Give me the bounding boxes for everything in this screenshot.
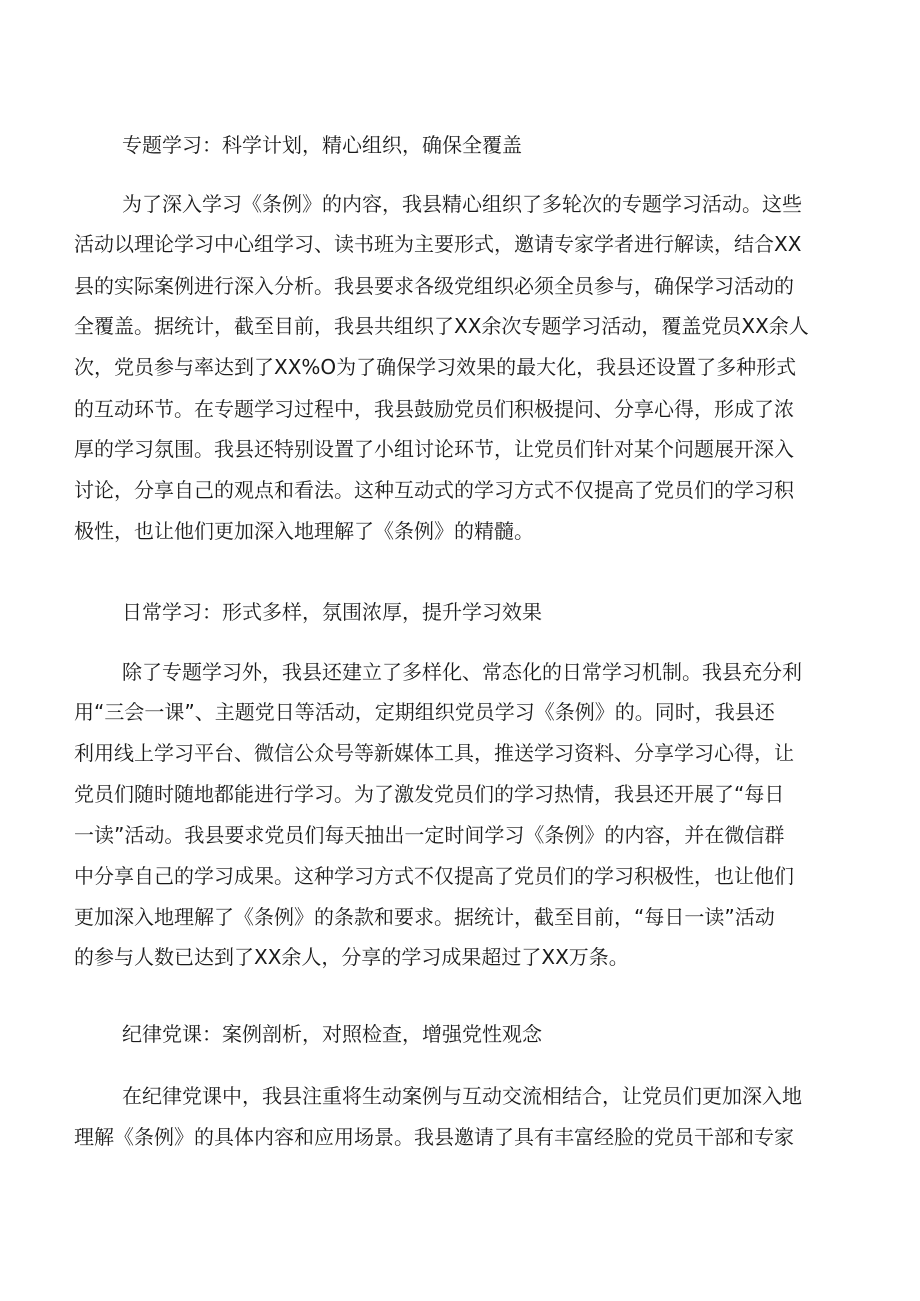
section-heading: 日常学习：形式多样，氛围浓厚，提升学习效果 xyxy=(122,600,542,624)
paragraph-line: 除了专题学习外，我县还建立了多样化、常态化的日常学习机制。我县充分利 xyxy=(122,660,802,684)
paragraph-line: 活动以理论学习中心组学习、读书班为主要形式，邀请专家学者进行解读，结合XX xyxy=(74,232,802,256)
paragraph-line: 一读”活动。我县要求党员们每天抽出一定时间学习《条例》的内容，并在微信群 xyxy=(74,823,785,847)
paragraph-line: 极性，也让他们更加深入地理解了《条例》的精髓。 xyxy=(74,519,534,543)
paragraph-line: 更加深入地理解了《条例》的条款和要求。据统计，截至目前，“每日一读”活动 xyxy=(74,905,775,929)
paragraph-line: 县的实际案例进行深入分析。我县要求各级党组织必须全员参与，确保学习活动的 xyxy=(74,274,794,298)
paragraph-line: 为了深入学习《条例》的内容，我县精心组织了多轮次的专题学习活动。这些 xyxy=(122,192,802,216)
paragraph-line: 用“三会一课”、主题党日等活动，定期组织党员学习《条例》的。同时，我县还 xyxy=(74,700,775,724)
paragraph-line: 在纪律党课中，我县注重将生动案例与互动交流相结合，让党员们更加深入地 xyxy=(122,1084,802,1108)
section-heading: 纪律党课：案例剖析，对照检查，增强党性观念 xyxy=(122,1022,542,1046)
paragraph-line: 厚的学习氛围。我县还特别设置了小组讨论环节，让党员们针对某个问题展开深入 xyxy=(74,437,794,461)
paragraph-line: 讨论，分享自己的观点和看法。这种互动式的学习方式不仅提高了党员们的学习积 xyxy=(74,478,794,502)
paragraph-line: 利用线上学习平台、微信公众号等新媒体工具，推送学习资料、分享学习心得，让 xyxy=(74,741,794,765)
paragraph-line: 的参与人数已达到了XX余人，分享的学习成果超过了XX万条。 xyxy=(74,945,629,969)
section-heading: 专题学习：科学计划，精心组织，确保全覆盖 xyxy=(122,133,522,157)
paragraph-line: 中分享自己的学习成果。这种学习方式不仅提高了党员们的学习积极性，也让他们 xyxy=(74,864,794,888)
paragraph-line: 党员们随时随地都能进行学习。为了激发党员们的学习热情，我县还开展了“每日 xyxy=(74,782,785,806)
paragraph-line: 次，党员参与率达到了XX%O为了确保学习效果的最大化，我县还设置了多种形式 xyxy=(74,355,797,379)
paragraph-line: 理解《条例》的具体内容和应用场景。我县邀请了具有丰富经脸的党员干部和专家 xyxy=(74,1125,794,1149)
paragraph-line: 的互动环节。在专题学习过程中，我县鼓励党员们积极提问、分享心得，形成了浓 xyxy=(74,397,794,421)
paragraph-line: 全覆盖。据统计，截至目前，我县共组织了XX余次专题学习活动，覆盖党员XX余人 xyxy=(74,314,809,338)
